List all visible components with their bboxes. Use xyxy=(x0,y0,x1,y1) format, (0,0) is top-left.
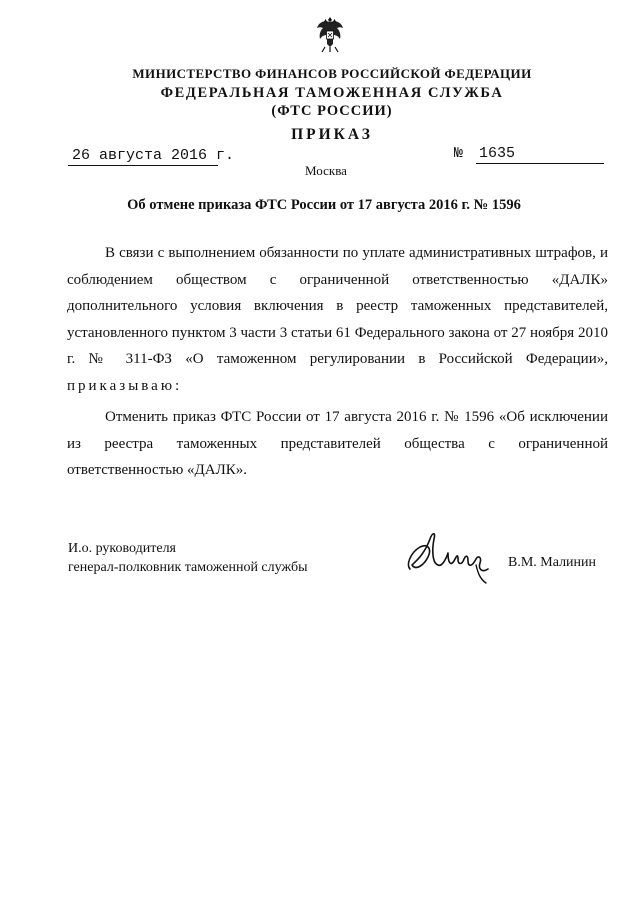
order-date: 26 августа 2016 г. xyxy=(72,147,235,164)
signatory-role-line-1: И.о. руководителя xyxy=(68,541,177,556)
order-word: приказываю: xyxy=(67,377,183,394)
handwritten-signature-icon xyxy=(402,525,494,587)
signatory-name: В.М. Малинин xyxy=(508,555,597,570)
paragraph-2 xyxy=(67,404,608,484)
order-title: Об отмене приказа ФТС России от 17 августа 2016 г. № 1596 xyxy=(127,197,521,213)
service-abbr: (ФТС РОССИИ) xyxy=(271,103,393,119)
ministry-name: МИНИСТЕРСТВО ФИНАНСОВ РОССИЙСКОЙ ФЕДЕРАЦИИ xyxy=(132,66,532,81)
order-number: 1635 xyxy=(479,145,516,162)
signatory-role xyxy=(68,539,307,577)
city: Москва xyxy=(305,163,347,178)
document-type: ПРИКАЗ xyxy=(291,126,373,143)
paragraph-1-text: В связи с выполнением обязанности по уплате административных штрафов, и соблюдением обществом с ограниченной ответственностью «ДАЛК» дополнительного условия включения в реестр таможенных представителей, установленного пунктом 3 части 3 статьи 61 Федерального закона от 27 ноября 2010 г. № 311-ФЗ «О таможенном регулировании в Российской Федерации», xyxy=(67,245,608,367)
paragraph-1 xyxy=(67,240,608,399)
signatory-role-line-2: генерал-полковник таможенной службы xyxy=(68,560,308,575)
paragraph-2-text: Отменить приказ ФТС России от 17 августа 2016 г. № 1596 «Об исключении из реестра таможенных представителей общества с ограниченной ответственностью «ДАЛК». xyxy=(67,409,608,478)
order-number-sign: № xyxy=(454,145,464,162)
coat-of-arms-icon xyxy=(314,14,346,54)
service-name: ФЕДЕРАЛЬНАЯ ТАМОЖЕННАЯ СЛУЖБА xyxy=(160,85,504,101)
